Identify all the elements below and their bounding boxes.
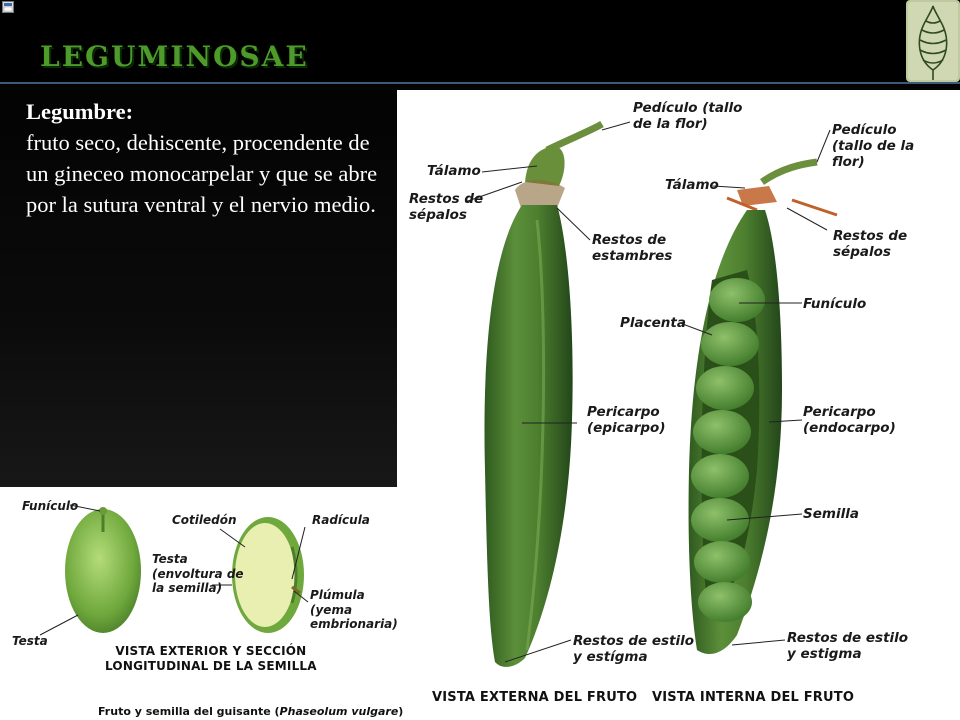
legume-definition	[26, 96, 386, 220]
definition-heading: Legumbre:	[26, 99, 134, 124]
label-thalamus-exterior: Tálamo	[427, 163, 481, 179]
label-radicle: Radícula	[312, 513, 370, 527]
label-pedicel-interior: Pedículo (tallo de la flor)	[832, 122, 915, 170]
slide-icon	[2, 1, 14, 13]
label-placenta: Placenta	[620, 315, 686, 331]
slide-title: LEGUMINOSAE	[40, 40, 309, 73]
label-plumule: Plúmula (yema embrionaria)	[310, 588, 398, 631]
figure-footnote	[98, 705, 403, 718]
label-style-remains-exterior: Restos de estilo y estígma	[573, 633, 695, 665]
footnote-prefix: Fruto y semilla del guisante (	[98, 705, 280, 718]
label-thalamus-interior: Tálamo	[665, 177, 719, 193]
whole-seed	[65, 507, 141, 633]
caption-exterior-view: VISTA EXTERNA DEL FRUTO	[432, 690, 638, 705]
footnote-species: Phaseolum vulgare	[279, 705, 399, 718]
label-style-remains-interior: Restos de estilo y estigma	[787, 630, 909, 662]
label-sepal-remains-interior: Restos de sépalos	[833, 228, 908, 260]
caption-seed-view: VISTA EXTERIOR Y SECCIÓN LONGITUDINAL DE LA SEMILLA	[105, 644, 317, 673]
label-seed: Semilla	[803, 506, 859, 522]
caption-interior-view: VISTA INTERNA DEL FRUTO	[652, 690, 855, 705]
footnote-suffix: )	[398, 705, 404, 718]
label-pericarp-endocarp: Pericarpo (endocarpo)	[803, 404, 896, 436]
label-seed-testa: Testa	[12, 634, 48, 648]
label-funicle: Funículo	[803, 296, 867, 312]
label-seed-coat: Testa (envoltura de la semilla)	[152, 552, 244, 595]
pine-cone-logo	[906, 0, 960, 82]
label-seed-funicle: Funículo	[22, 499, 79, 513]
title-divider	[0, 82, 960, 84]
definition-body: fruto seco, dehiscente, procendente de un gineceo monocarpelar y que se abre por la sutura ventral y el nervio medio.	[26, 130, 378, 217]
label-cotyledon: Cotiledón	[172, 513, 237, 527]
fruit-figure	[397, 90, 960, 720]
label-pedicel-exterior: Pedículo (tallo de la flor)	[633, 100, 743, 132]
label-sepal-remains-exterior: Restos de sépalos	[409, 191, 484, 223]
seed-figure	[0, 487, 404, 720]
label-pericarp-epicarp: Pericarpo (epicarpo)	[587, 404, 666, 436]
exterior-pod	[484, 124, 602, 667]
label-stamen-remains: Restos de estambres	[592, 232, 673, 264]
